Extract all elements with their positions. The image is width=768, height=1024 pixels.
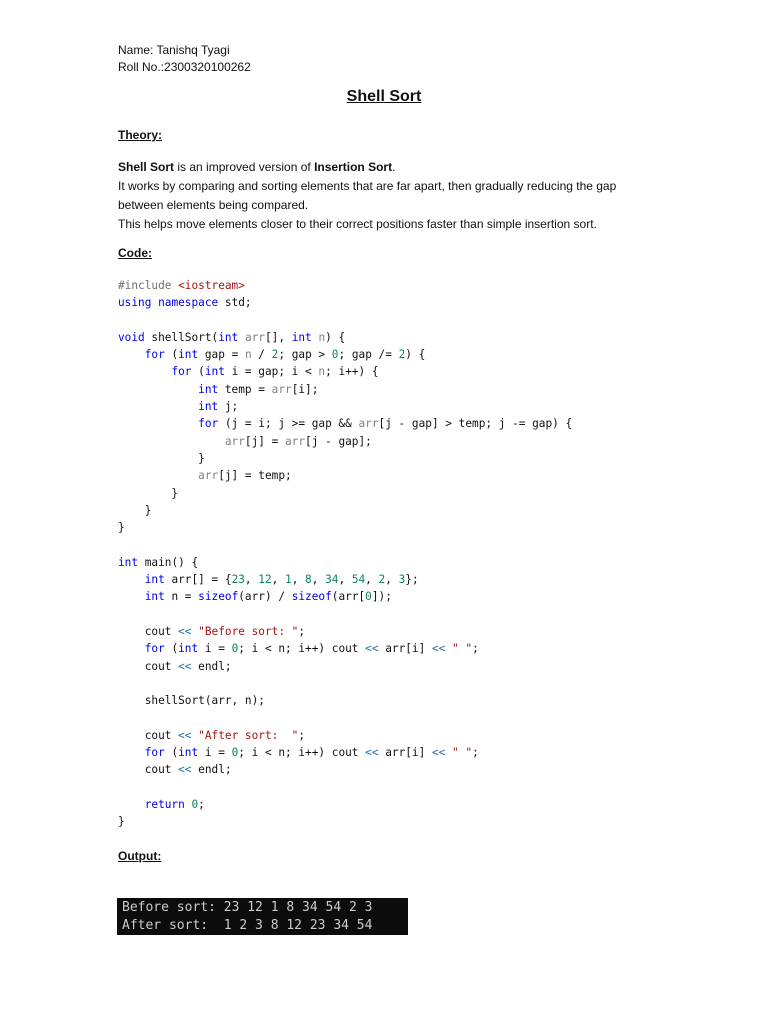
- code-line: [118, 363, 572, 380]
- code-token: [118, 417, 198, 430]
- code-token: void: [118, 330, 145, 344]
- code-line: [118, 658, 572, 675]
- code-token: namespace: [158, 296, 219, 310]
- code-token: 2: [398, 348, 406, 362]
- code-token: ,: [291, 573, 306, 587]
- code-token: sizeof: [198, 590, 239, 604]
- code-line: [118, 415, 572, 432]
- code-token: (arr) /: [238, 590, 292, 604]
- code-token: n =: [164, 590, 199, 604]
- code-line: [118, 450, 572, 467]
- code-token: [445, 746, 452, 759]
- code-line: [118, 467, 572, 484]
- code-token: for: [144, 642, 165, 656]
- code-token: ;: [472, 642, 479, 656]
- code-token: int: [198, 400, 219, 414]
- code-token: cout: [118, 624, 179, 638]
- code-token: (: [164, 642, 179, 656]
- terminal-line-before: Before sort: 23 12 1 8 34 54 2 3: [122, 900, 373, 915]
- code-line: [118, 433, 572, 450]
- code-token: 0: [365, 590, 372, 604]
- code-token: int: [198, 382, 219, 396]
- code-token: [j] = temp;: [218, 469, 292, 483]
- code-token: 0: [331, 348, 339, 362]
- code-token: ]);: [371, 590, 392, 604]
- theory-paragraph-1: [118, 158, 718, 177]
- code-token: shellSort(arr, n);: [118, 694, 265, 708]
- code-token: cout: [118, 763, 179, 777]
- code-token: " ": [452, 642, 473, 656]
- code-token: <<: [178, 728, 192, 742]
- code-token: main() {: [138, 555, 199, 569]
- code-line: [118, 485, 572, 502]
- code-line: [118, 744, 572, 761]
- code-line: [118, 727, 572, 744]
- code-line: [118, 536, 572, 553]
- code-token: [j - gap] > temp; j -= gap) {: [378, 417, 573, 431]
- code-token: n: [318, 365, 326, 379]
- code-token: endl;: [191, 659, 232, 673]
- code-token: int: [178, 348, 199, 362]
- code-token: arr: [244, 330, 265, 344]
- code-token: (: [191, 365, 205, 379]
- code-token: 0: [191, 797, 199, 811]
- code-token: ;: [198, 797, 205, 811]
- code-token: ,: [338, 573, 352, 587]
- code-token: ; gap >: [278, 348, 332, 362]
- code-line: [118, 623, 572, 640]
- code-token: }: [118, 486, 179, 500]
- code-token: ; gap /=: [338, 348, 399, 362]
- code-token: [238, 331, 245, 344]
- code-token: 2: [378, 573, 386, 587]
- code-token: i =: [198, 746, 232, 760]
- code-line: [118, 294, 572, 311]
- code-token: arr[i]: [378, 746, 432, 760]
- code-token: for: [198, 417, 219, 431]
- theory-term-insertion-sort: Insertion Sort: [314, 160, 393, 174]
- code-line: [118, 277, 572, 294]
- code-token: ; i < n; i++) cout: [238, 642, 366, 656]
- roll-number: Roll No.:2300320100262: [118, 60, 251, 74]
- code-token: <<: [431, 642, 446, 656]
- code-token: (arr[: [331, 590, 366, 604]
- code-token: cout: [118, 728, 179, 742]
- code-token: n: [318, 330, 326, 344]
- code-token: sizeof: [291, 590, 332, 604]
- code-line: [118, 329, 572, 346]
- code-token: int: [118, 555, 139, 569]
- code-token: /: [251, 348, 272, 362]
- theory-paragraph-2: It works by comparing and sorting elements that are far apart, then gradually reducing the gap: [118, 179, 617, 193]
- code-token: (j = i; j >= gap &&: [218, 417, 359, 431]
- code-token: 1: [285, 573, 292, 587]
- code-token: ,: [385, 573, 399, 587]
- theory-term-shell-sort: Shell Sort: [118, 160, 175, 174]
- code-token: [118, 573, 145, 586]
- code-token: [j] =: [244, 434, 285, 448]
- code-token: [],: [264, 330, 292, 344]
- code-block: [118, 277, 572, 831]
- code-token: int: [178, 746, 199, 760]
- code-token: arr: [358, 417, 379, 431]
- code-token: arr: [271, 382, 292, 396]
- code-line: [118, 398, 572, 415]
- code-token: gap =: [198, 348, 245, 362]
- code-token: <<: [365, 746, 379, 760]
- code-token: 12: [258, 573, 272, 587]
- code-token: "After sort: ": [198, 728, 299, 742]
- code-token: <<: [178, 659, 192, 673]
- code-token: return: [144, 797, 185, 811]
- code-token: arr: [198, 469, 219, 483]
- code-token: [118, 798, 145, 811]
- code-token: std;: [218, 296, 252, 310]
- code-token: <<: [178, 763, 192, 777]
- code-token: int: [144, 590, 165, 604]
- code-line: [118, 796, 572, 813]
- code-token: arr: [224, 434, 245, 448]
- code-token: ) {: [405, 348, 426, 362]
- code-line: [118, 502, 572, 519]
- theory-text-period: .: [392, 160, 396, 174]
- code-line: [118, 554, 572, 571]
- code-token: }: [118, 521, 125, 535]
- code-token: }: [118, 451, 205, 465]
- code-token: ;: [472, 746, 479, 760]
- output-heading: Output:: [118, 849, 162, 863]
- theory-text: [118, 158, 718, 234]
- code-token: ) {: [325, 330, 346, 344]
- code-line: [118, 346, 572, 363]
- code-token: int: [218, 330, 239, 344]
- code-token: 8: [305, 573, 312, 587]
- code-line: [118, 675, 572, 692]
- code-line: [118, 606, 572, 623]
- code-token: [118, 348, 145, 361]
- code-token: [118, 365, 171, 378]
- theory-paragraph-4: This helps move elements closer to their correct positions faster than simple insertion sort.: [118, 217, 597, 231]
- code-token: int: [178, 642, 199, 656]
- code-token: [118, 642, 145, 655]
- code-line: [118, 640, 572, 657]
- code-token: j;: [218, 400, 239, 414]
- code-token: arr[] = {: [164, 573, 232, 587]
- code-token: ,: [311, 573, 326, 587]
- code-token: (: [164, 746, 179, 760]
- code-token: using: [118, 296, 152, 310]
- code-token: <<: [365, 642, 379, 656]
- code-token: [j - gap];: [305, 434, 372, 448]
- code-token: temp =: [218, 382, 272, 396]
- code-token: [118, 590, 145, 603]
- code-token: ;: [298, 624, 306, 638]
- code-token: ; i++) {: [325, 365, 379, 379]
- code-line: [118, 381, 572, 398]
- code-token: [445, 642, 452, 655]
- code-line: [118, 779, 572, 796]
- code-token: i =: [198, 642, 232, 656]
- code-token: for: [144, 348, 165, 362]
- code-token: }: [118, 503, 152, 517]
- code-token: [118, 400, 198, 413]
- code-token: <<: [431, 746, 446, 760]
- code-token: ,: [365, 573, 379, 587]
- terminal-output: [117, 898, 408, 935]
- code-token: int: [144, 573, 165, 587]
- code-token: 0: [231, 642, 239, 656]
- code-line: [118, 588, 572, 605]
- code-token: int: [291, 330, 312, 344]
- code-token: "Before sort: ": [198, 624, 299, 638]
- code-token: n: [244, 348, 252, 362]
- code-token: int: [204, 365, 225, 379]
- code-token: };: [405, 573, 419, 587]
- code-token: ,: [244, 573, 259, 587]
- code-token: " ": [452, 746, 473, 760]
- code-token: for: [144, 746, 165, 760]
- code-token: [118, 383, 198, 396]
- code-token: [118, 746, 145, 759]
- code-token: i = gap; i <: [224, 365, 319, 379]
- code-token: [118, 469, 198, 482]
- student-name: Name: Tanishq Tyagi: [118, 43, 230, 57]
- code-line: [118, 761, 572, 778]
- code-token: ; i < n; i++) cout: [238, 746, 366, 760]
- code-token: arr: [285, 434, 306, 448]
- code-token: [i];: [291, 382, 319, 396]
- terminal-line-after: After sort: 1 2 3 8 12 23 34 54: [122, 918, 373, 933]
- code-token: 0: [231, 746, 239, 760]
- code-line: [118, 312, 572, 329]
- code-token: ,: [271, 573, 285, 587]
- code-token: <iostream>: [178, 279, 245, 292]
- theory-heading: Theory:: [118, 128, 163, 142]
- code-line: [118, 571, 572, 588]
- page-title: Shell Sort: [346, 88, 422, 105]
- code-line: [118, 692, 572, 709]
- code-line: [118, 813, 572, 830]
- code-token: 34: [325, 573, 339, 587]
- code-token: 3: [398, 573, 406, 587]
- code-token: <<: [178, 624, 192, 638]
- code-token: arr[i]: [378, 642, 432, 656]
- code-token: shellSort(: [144, 330, 219, 344]
- code-token: ;: [298, 728, 306, 742]
- code-token: 23: [231, 573, 245, 587]
- theory-text-mid: is an improved version of: [174, 160, 315, 174]
- theory-paragraph-3: between elements being compared.: [118, 198, 309, 212]
- code-token: [118, 435, 225, 448]
- code-line: [118, 709, 572, 726]
- code-token: 2: [271, 348, 279, 362]
- code-line: [118, 519, 572, 536]
- code-token: }: [118, 815, 125, 829]
- code-heading: Code:: [118, 246, 152, 260]
- code-token: cout: [118, 659, 179, 673]
- code-token: for: [171, 365, 192, 379]
- code-token: 54: [351, 573, 366, 587]
- code-token: (: [164, 348, 179, 362]
- code-token: endl;: [191, 763, 232, 777]
- code-token: #include: [118, 279, 179, 292]
